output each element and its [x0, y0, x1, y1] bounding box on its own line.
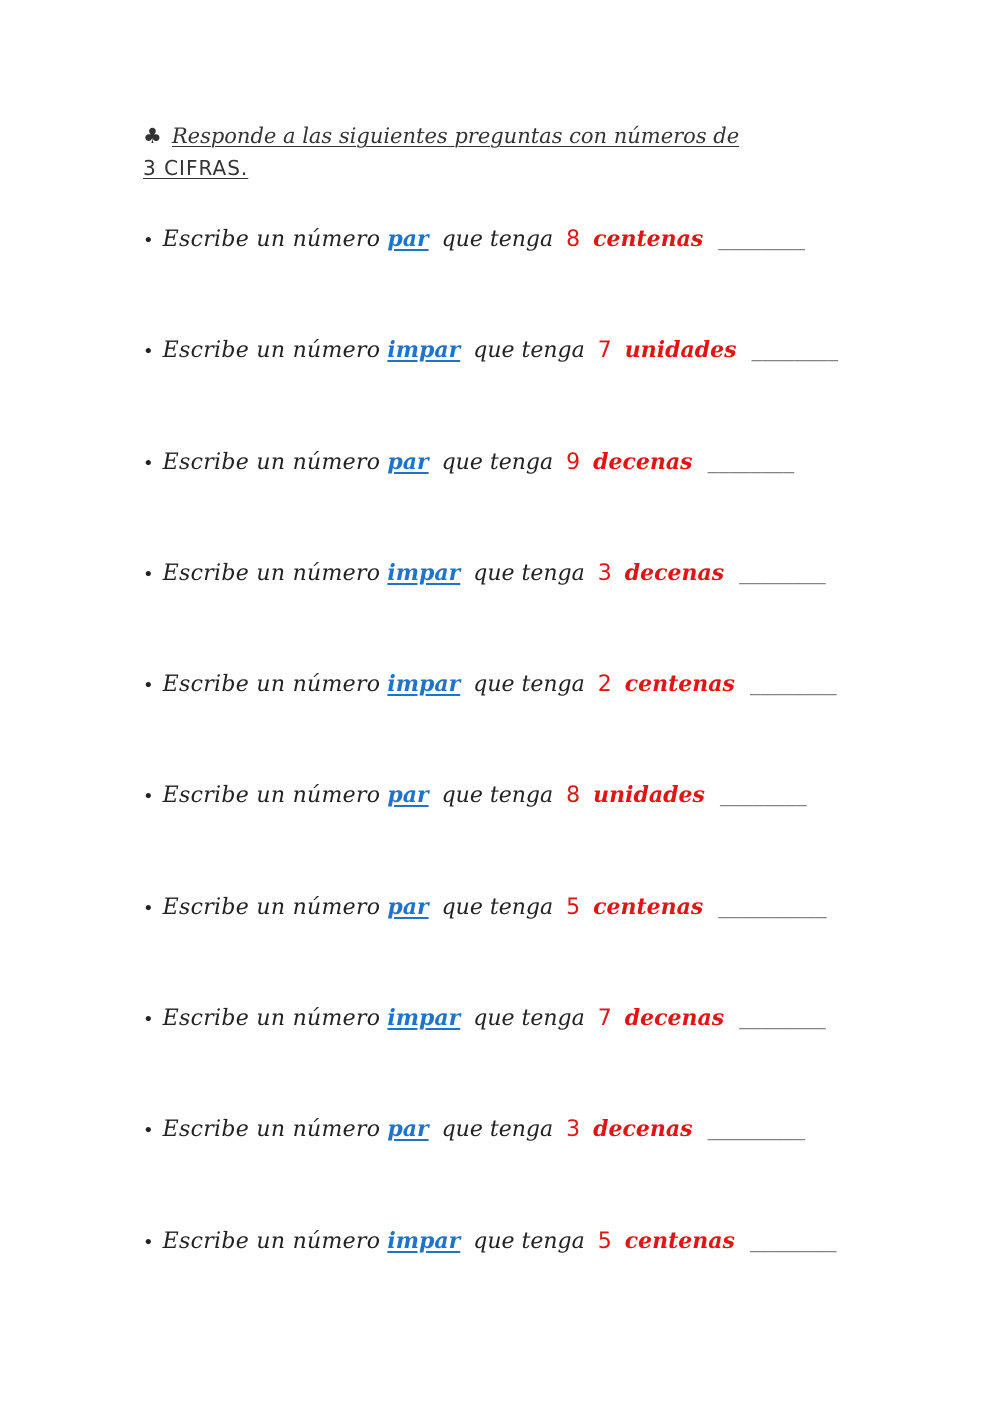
- instruction: [143, 120, 903, 184]
- instruction-line-1: Responde a las siguientes preguntas con números de: [171, 124, 740, 148]
- question-mid: que tenga: [473, 1006, 585, 1032]
- question-item: [143, 558, 838, 669]
- answer-blank[interactable]: ________: [751, 341, 839, 363]
- place-unit: decenas: [593, 1116, 693, 1143]
- bullet-icon: •: [143, 1009, 154, 1031]
- answer-blank[interactable]: ________: [739, 1009, 826, 1031]
- digit-value: 7: [597, 1006, 612, 1032]
- digit-value: 9: [566, 449, 581, 475]
- question-item: [143, 447, 838, 558]
- place-unit: centenas: [624, 1227, 735, 1254]
- digit-value: 3: [566, 1117, 581, 1143]
- digit-value: 7: [597, 338, 612, 364]
- question-mid: que tenga: [473, 672, 585, 698]
- place-unit: decenas: [624, 559, 725, 586]
- parity-word: impar: [387, 337, 461, 364]
- parity-word: par: [387, 782, 429, 809]
- instruction-line-2: 3 CIFRAS.: [143, 156, 249, 180]
- answer-blank[interactable]: ________: [707, 452, 795, 474]
- question-stem: Escribe un número: [162, 338, 381, 364]
- club-icon: ♣: [143, 124, 162, 148]
- question-mid: que tenga: [441, 227, 554, 252]
- question-stem: Escribe un número: [162, 894, 381, 920]
- parity-word: par: [387, 893, 429, 920]
- question-item: [143, 335, 838, 446]
- question-stem: Escribe un número: [162, 783, 381, 809]
- bullet-icon: •: [143, 786, 154, 808]
- question-mid: que tenga: [441, 783, 554, 809]
- question-stem: Escribe un número: [162, 227, 381, 252]
- place-unit: centenas: [593, 893, 704, 920]
- answer-blank[interactable]: ________: [749, 675, 837, 697]
- place-unit: unidades: [593, 782, 705, 809]
- bullet-icon: •: [143, 452, 154, 474]
- bullet-icon: •: [143, 1231, 154, 1253]
- question-item: [143, 1226, 838, 1337]
- place-unit: centenas: [624, 671, 735, 698]
- parity-word: impar: [387, 559, 461, 586]
- question-item: [143, 780, 838, 891]
- question-stem: Escribe un número: [162, 1006, 381, 1032]
- question-item: [143, 1114, 838, 1225]
- digit-value: 8: [566, 227, 581, 252]
- bullet-icon: •: [143, 341, 154, 363]
- worksheet: [143, 120, 903, 1254]
- place-unit: decenas: [624, 1005, 725, 1032]
- question-stem: Escribe un número: [162, 449, 381, 475]
- question-mid: que tenga: [473, 1228, 585, 1254]
- parity-word: par: [387, 226, 429, 252]
- answer-blank[interactable]: ________: [719, 786, 807, 808]
- question-item: [143, 669, 838, 780]
- question-mid: que tenga: [473, 338, 585, 364]
- question-stem: Escribe un número: [162, 672, 381, 698]
- digit-value: 5: [597, 1228, 612, 1254]
- question-mid: que tenga: [473, 560, 585, 586]
- question-list: [143, 224, 838, 1337]
- answer-blank[interactable]: ________: [749, 1231, 837, 1253]
- bullet-icon: •: [143, 230, 154, 251]
- question-stem: Escribe un número: [162, 1228, 381, 1254]
- question-mid: que tenga: [441, 1117, 554, 1143]
- digit-value: 2: [597, 672, 612, 698]
- digit-value: 5: [566, 894, 581, 920]
- bullet-icon: •: [143, 563, 154, 585]
- bullet-icon: •: [143, 897, 154, 919]
- place-unit: unidades: [624, 337, 737, 364]
- parity-word: impar: [387, 671, 461, 698]
- parity-word: par: [387, 1116, 429, 1143]
- question-mid: que tenga: [441, 894, 554, 920]
- answer-blank[interactable]: ________: [718, 230, 805, 251]
- place-unit: centenas: [593, 226, 704, 252]
- digit-value: 3: [597, 560, 612, 586]
- question-stem: Escribe un número: [162, 560, 381, 586]
- bullet-icon: •: [143, 1120, 154, 1142]
- bullet-icon: •: [143, 675, 154, 697]
- place-unit: decenas: [593, 448, 693, 475]
- question-item: [143, 224, 838, 335]
- parity-word: impar: [387, 1005, 461, 1032]
- answer-blank[interactable]: __________: [718, 897, 827, 919]
- question-mid: que tenga: [441, 449, 554, 475]
- answer-blank[interactable]: ________: [739, 563, 826, 585]
- question-item: [143, 1003, 838, 1114]
- question-item: [143, 892, 838, 1003]
- parity-word: par: [387, 448, 429, 475]
- answer-blank[interactable]: _________: [707, 1120, 806, 1142]
- digit-value: 8: [566, 783, 581, 809]
- question-stem: Escribe un número: [162, 1117, 381, 1143]
- parity-word: impar: [387, 1227, 461, 1254]
